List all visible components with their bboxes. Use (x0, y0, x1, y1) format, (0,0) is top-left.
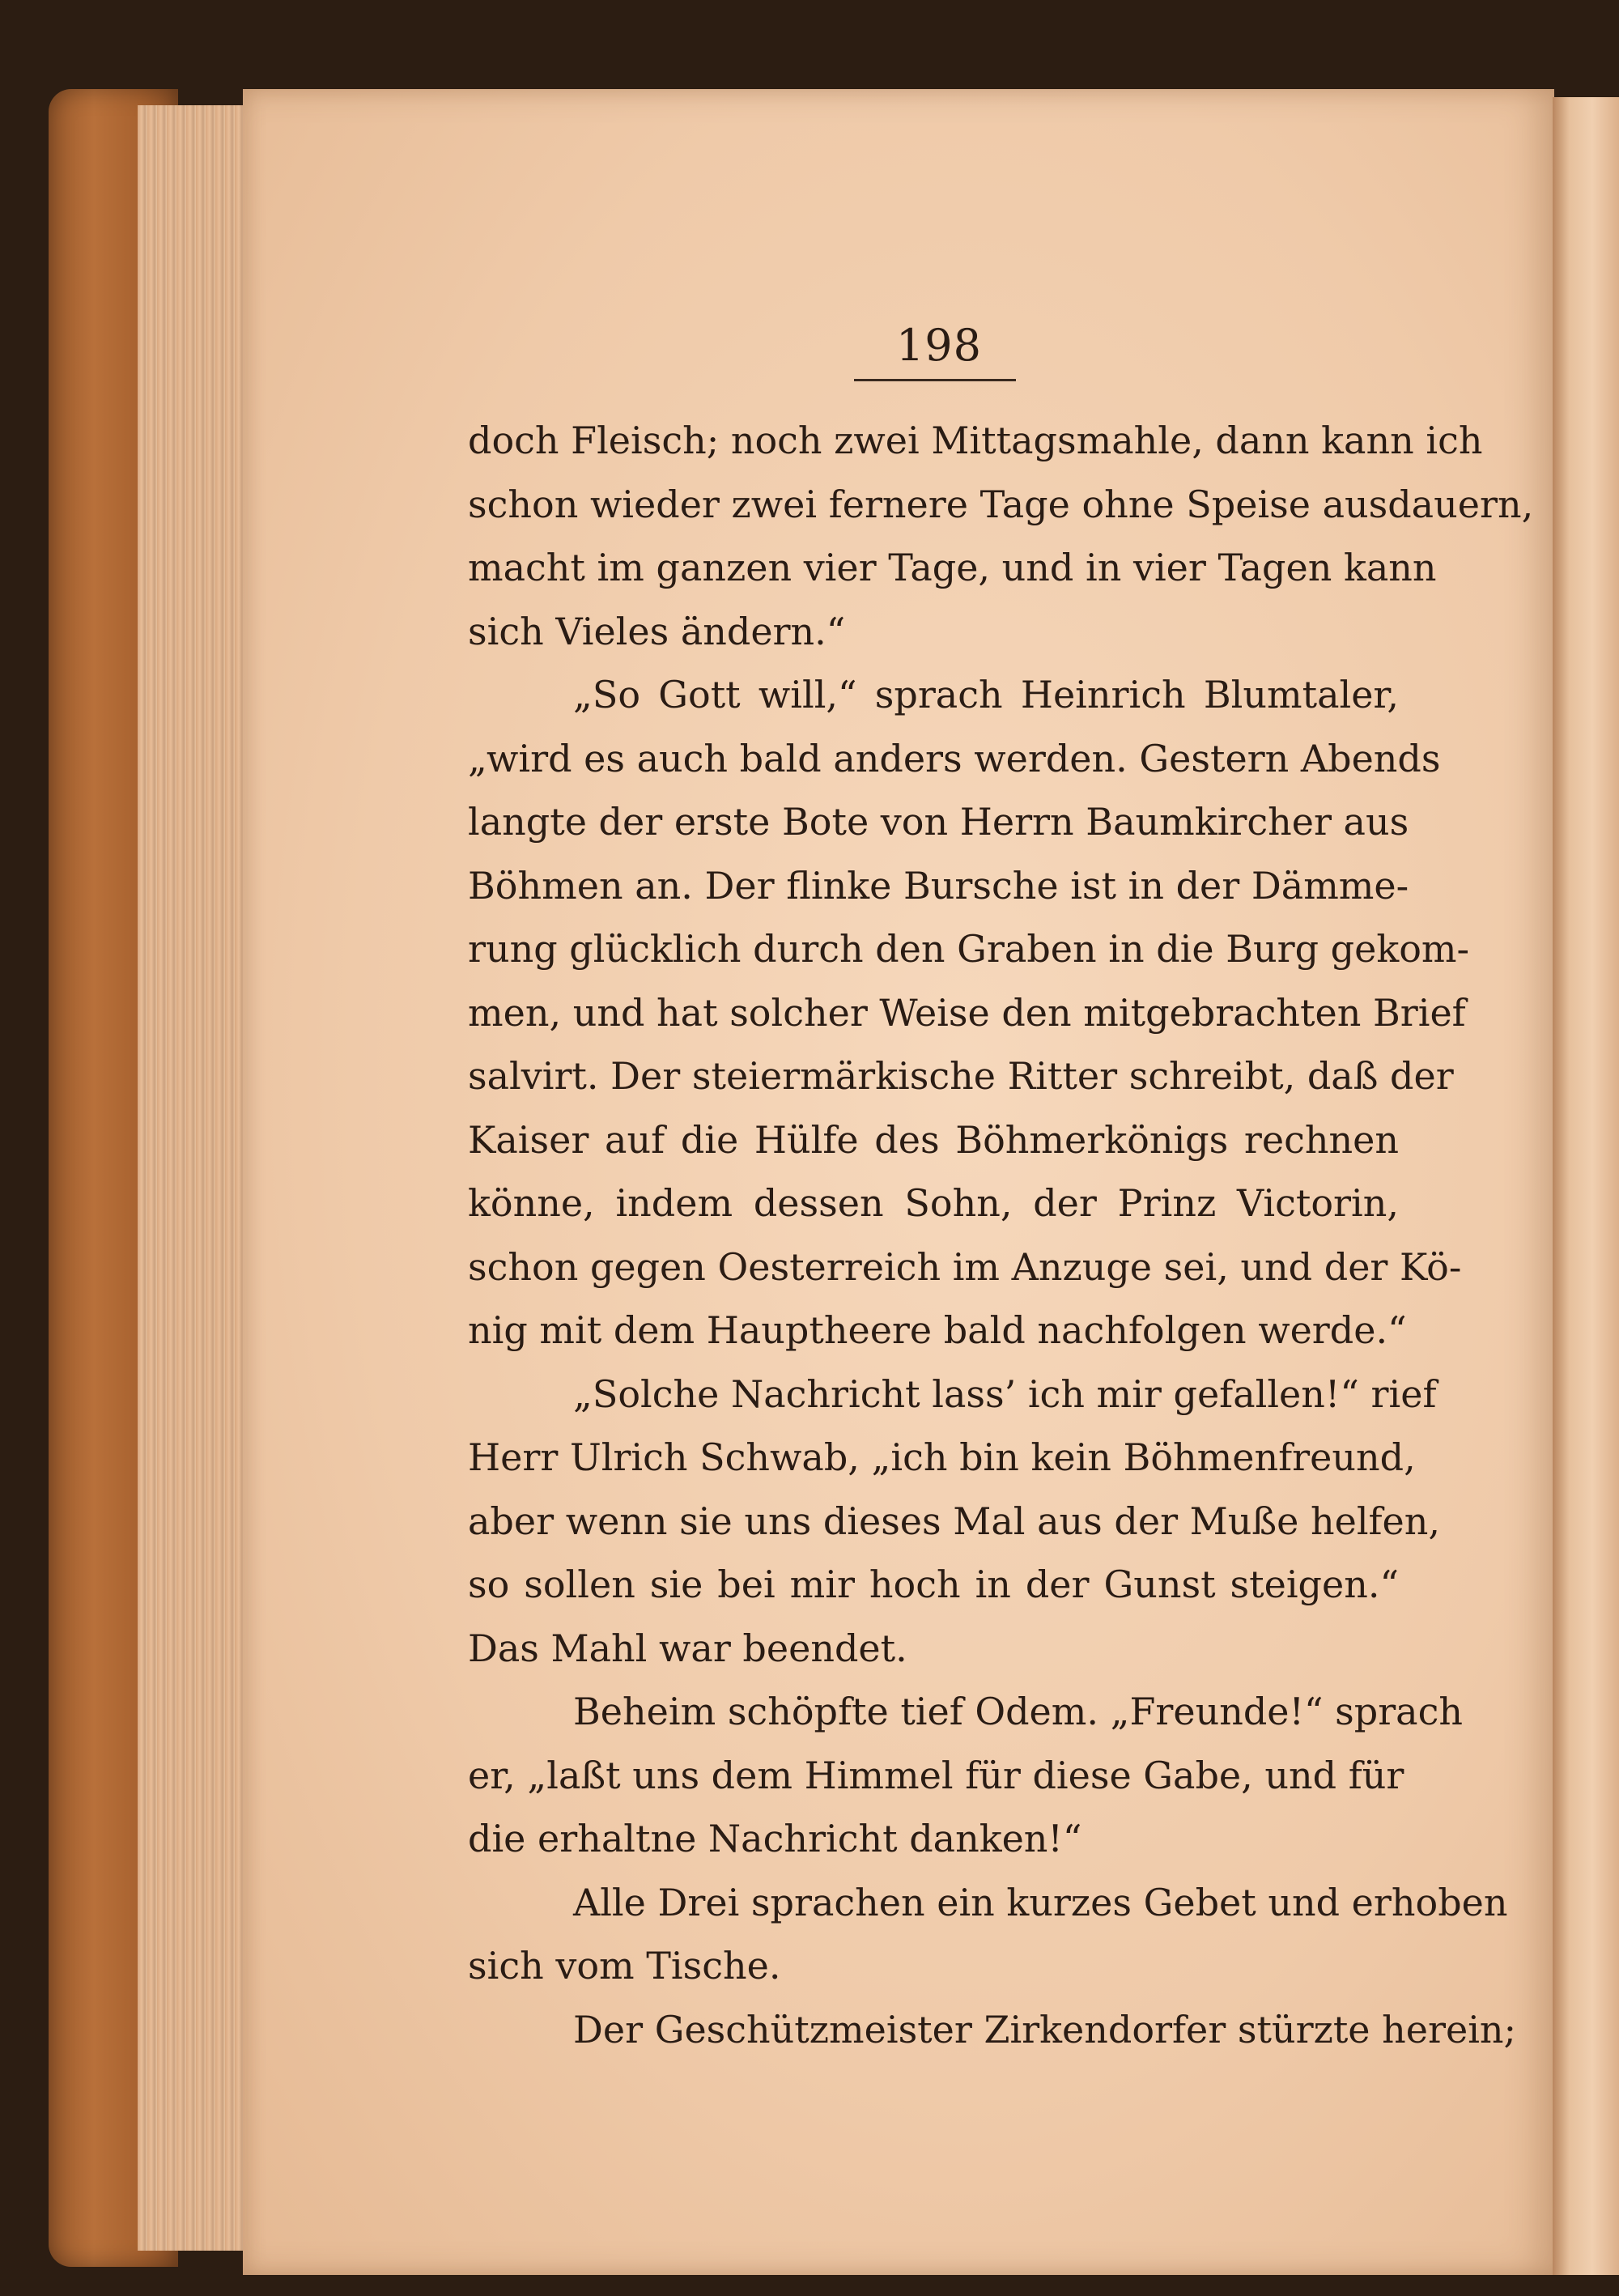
text-line: aber wenn sie uns dieses Mal aus der Muße helfen, (468, 1499, 1441, 1543)
text-line: sich Vieles ändern.“ (468, 609, 846, 653)
text-line: „Solche Nachricht lass’ ich mir gefallen!“ rief (573, 1371, 1437, 1416)
text-line: schon gegen Oesterreich im Anzuge sei, und der Kö- (468, 1244, 1462, 1289)
text-line: „wird es auch bald anders werden. Gestern Abends (468, 736, 1441, 780)
text-line: er, „laßt uns dem Himmel für diese Gabe, und für (468, 1753, 1404, 1797)
text-line: „So Gott will,“ sprach Heinrich Blumtaler, (573, 673, 1399, 716)
text-line: langte der erste Bote von Herrn Baumkircher aus (468, 800, 1409, 844)
text-line: die erhaltne Nachricht danken!“ (468, 1817, 1082, 1860)
text-line: salvirt. Der steiermärkische Ritter schreibt, daß der (468, 1054, 1454, 1098)
text-line: schon wieder zwei fernere Tage ohne Speise ausdauern, (468, 482, 1534, 526)
text-line: nig mit dem Hauptheere bald nachfolgen werde.“ (468, 1308, 1407, 1352)
text-line: so sollen sie bei mir hoch in der Gunst steigen.“ (468, 1563, 1399, 1606)
text-line: men, und hat solcher Weise den mitgebrachten Brief (468, 990, 1466, 1035)
text-line: sich vom Tische. (468, 1944, 781, 1988)
page-edges (138, 105, 259, 2251)
text-line: rung glücklich durch den Graben in die Burg gekom- (468, 927, 1470, 971)
page-number: 198 (895, 320, 983, 371)
text-line: macht im ganzen vier Tage, und in vier Tagen kann (468, 546, 1437, 589)
body-text (468, 409, 1534, 2061)
text-line: Der Geschützmeister Zirkendorfer stürzte herein; (573, 2007, 1517, 2052)
text-line: Kaiser auf die Hülfe des Böhmerkönigs rechnen (468, 1117, 1399, 1162)
text-line: Alle Drei sprachen ein kurzes Gebet und erhoben (573, 1880, 1508, 1924)
text-line: Herr Ulrich Schwab, „ich bin kein Böhmenfreund, (468, 1435, 1416, 1479)
text-line: könne, indem dessen Sohn, der Prinz Victorin, (468, 1181, 1399, 1225)
text-line: doch Fleisch; noch zwei Mittagsmahle, dann kann ich (468, 419, 1483, 462)
next-page-edge (1553, 97, 1619, 2275)
text-line: Das Mahl war beendet. (468, 1626, 907, 1670)
page-number-rule (854, 379, 1016, 381)
text-line: Böhmen an. Der flinke Bursche ist in der Dämme- (468, 863, 1409, 908)
text-line: Beheim schöpfte tief Odem. „Freunde!“ sprach (573, 1690, 1463, 1733)
